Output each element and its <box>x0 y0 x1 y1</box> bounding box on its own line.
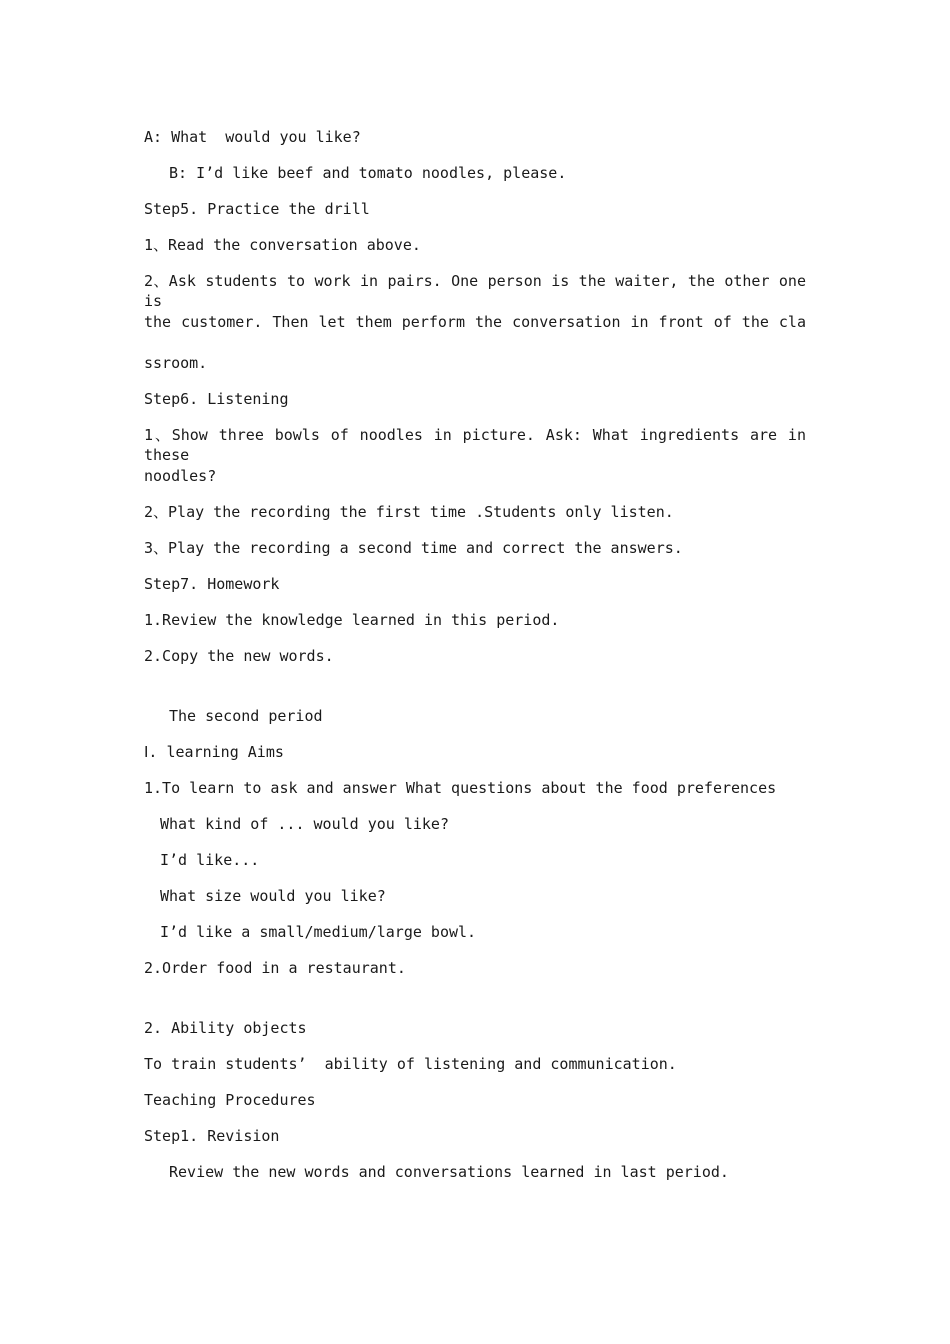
step1-heading: Step1. Revision <box>144 1127 280 1145</box>
aim-example-3: What size would you like? <box>160 887 386 905</box>
ability-objects-heading: 2. Ability objects <box>144 1019 307 1037</box>
aim-item-1: 1.To learn to ask and answer What questions about the food preferences <box>144 779 777 797</box>
dialog-line-a: A: What would you like? <box>144 128 361 146</box>
ability-objects-text: To train students’ ability of listening and communication. <box>144 1055 677 1073</box>
section-title: The second period <box>169 707 323 725</box>
step7-item-1: 1.Review the knowledge learned in this period. <box>144 611 560 629</box>
learning-aims-heading: Ⅰ. learning Aims <box>144 743 284 761</box>
teaching-procedures-heading: Teaching Procedures <box>144 1091 316 1109</box>
step5-item-2-line-3: ssroom. <box>144 354 208 372</box>
step6-item-1-line-2: noodles? <box>144 467 217 485</box>
step5-item-2-line-2: the customer. Then let them perform the conversation in front of the cla <box>144 313 806 331</box>
step1-text: Review the new words and conversations learned in last period. <box>169 1163 729 1181</box>
step6-heading: Step6. Listening <box>144 390 289 408</box>
aim-item-2: 2.Order food in a restaurant. <box>144 959 406 977</box>
aim-example-4: I’d like a small/medium/large bowl. <box>160 923 477 941</box>
aim-example-1: What kind of ... would you like? <box>160 815 449 833</box>
step5-item-1: 1、Read the conversation above. <box>144 236 421 254</box>
step7-item-2: 2.Copy the new words. <box>144 647 334 665</box>
step6-item-1-line-1: 1、Show three bowls of noodles in picture. Ask: What ingredients are in these <box>144 426 806 464</box>
step5-item-2-line-1: 2、Ask students to work in pairs. One person is the waiter, the other one is <box>144 272 806 310</box>
step6-item-2: 2、Play the recording the first time .Students only listen. <box>144 503 674 521</box>
step7-heading: Step7. Homework <box>144 575 280 593</box>
dialog-line-b: B: I’d like beef and tomato noodles, please. <box>169 164 567 182</box>
step6-item-3: 3、Play the recording a second time and correct the answers. <box>144 539 683 557</box>
step5-heading: Step5. Practice the drill <box>144 200 370 218</box>
aim-example-2: I’d like... <box>160 851 260 869</box>
